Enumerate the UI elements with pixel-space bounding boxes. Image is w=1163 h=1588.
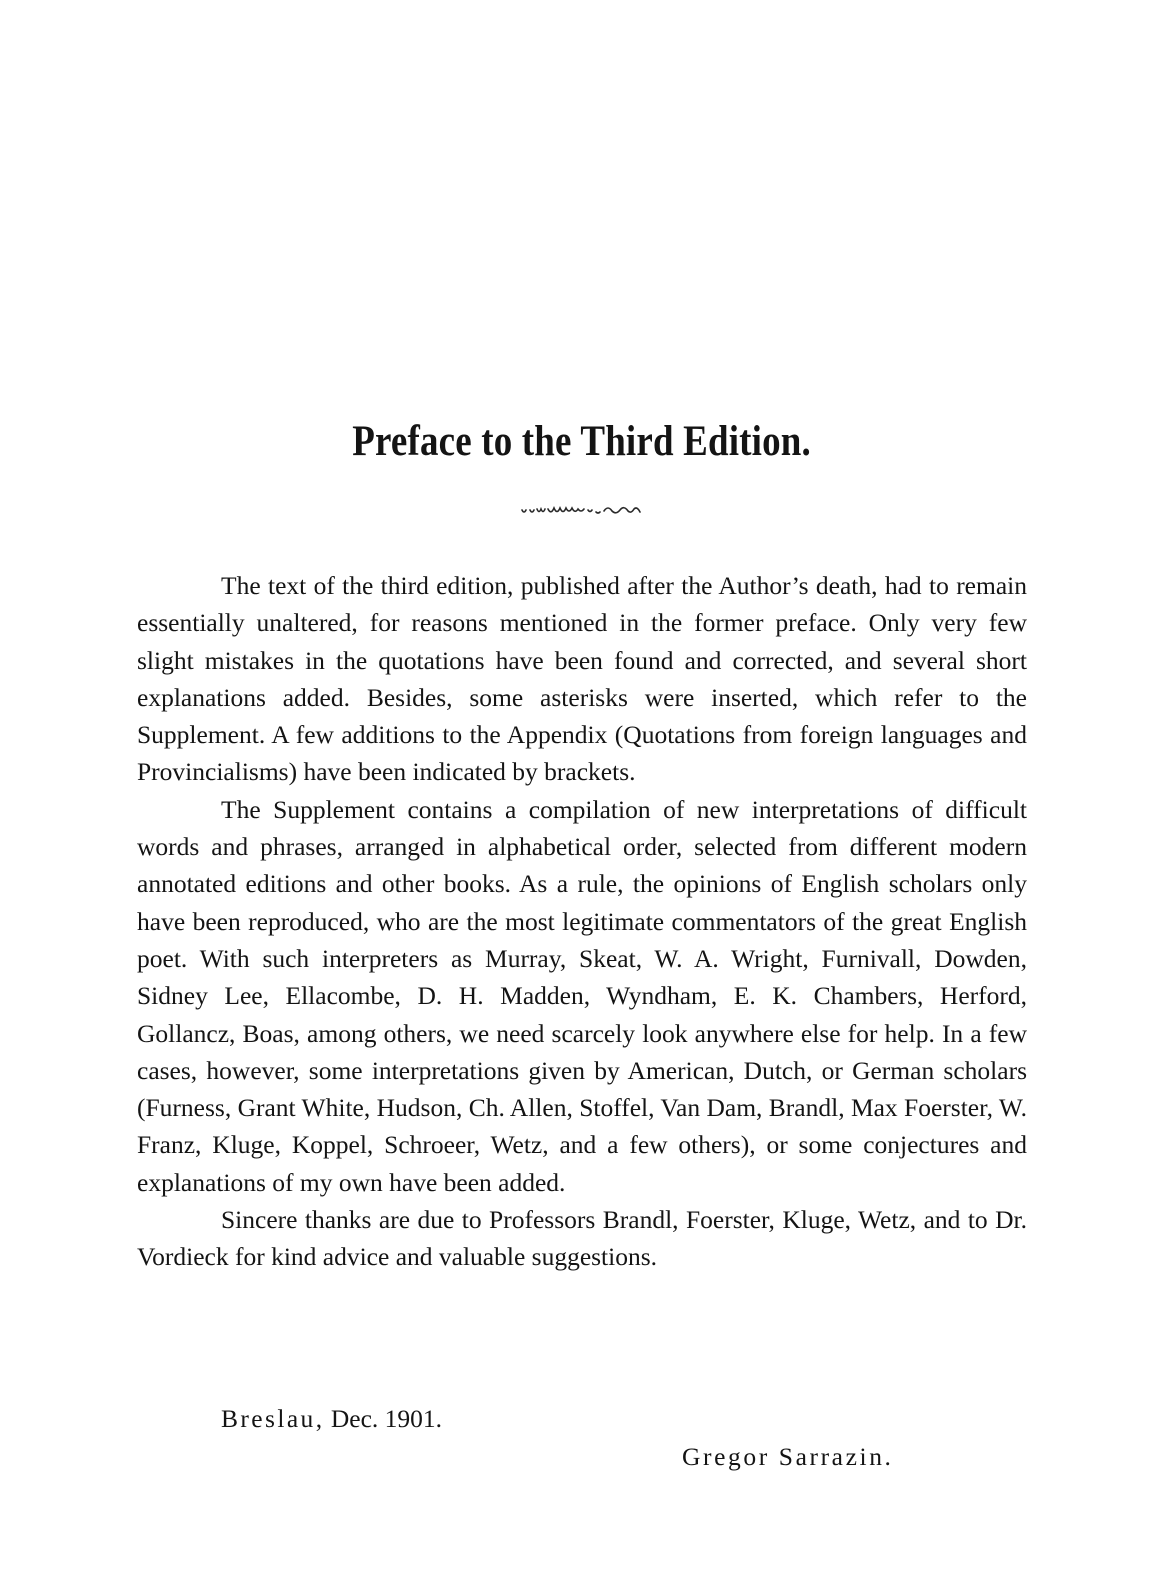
date: Dec. 1901. <box>330 1404 443 1433</box>
paragraph-2: The Supplement contains a compilation of new interpretations of difficult words and phrases, arranged in alphabetical order, selected from different modern annotated editions and other books. As a rule, the opinions of English scholars only have been reproduced, who are the most legitimate commentators of the great English poet. With such interpreters as Murray, Skeat, W. A. Wright, Furnivall, Dowden, Sidney Lee, Ellacombe, D. H. Madden, Wyndham, E. K. Chambers, Herford, Gollancz, Boas, among others, we need scarcely look anywhere else for help. In a few cases, however, some interpretations given by American, Dutch, or German scholars (Furness, Grant White, Hudson, Ch. Allen, Stoffel, Van Dam, Brandl, Max Foerster, W. Franz, Kluge, Koppel, Schroeer, Wetz, and a few others), or some conjectures and explanations of my own have been added. <box>137 794 1027 1197</box>
preface-body <box>137 567 1027 1276</box>
author-signature: Gregor Sarrazin. <box>682 1442 894 1471</box>
paragraph-3: Sincere thanks are due to Professors Brandl, Foerster, Kluge, Wetz, and to Dr. Vordieck for kind advice and valuable suggestions. <box>137 1205 1027 1272</box>
place: Breslau, <box>221 1404 325 1433</box>
page-title: Preface to the Third Edition. <box>352 418 811 465</box>
paragraph-1: The text of the third edition, published after the Author’s death, had to remain essentially unaltered, for reasons mentioned in the former preface. Only very few slight mistakes in the quotations have been found and corrected, and several short explanations added. Besides, some asterisks were inserted, which refer to the Supplement. A few additions to the Appendix (Quotations from foreign languages and Provincialisms) have been indicated by brackets. <box>137 571 1027 787</box>
place-date-line <box>221 1400 442 1437</box>
ornament-rule-icon <box>520 500 644 518</box>
